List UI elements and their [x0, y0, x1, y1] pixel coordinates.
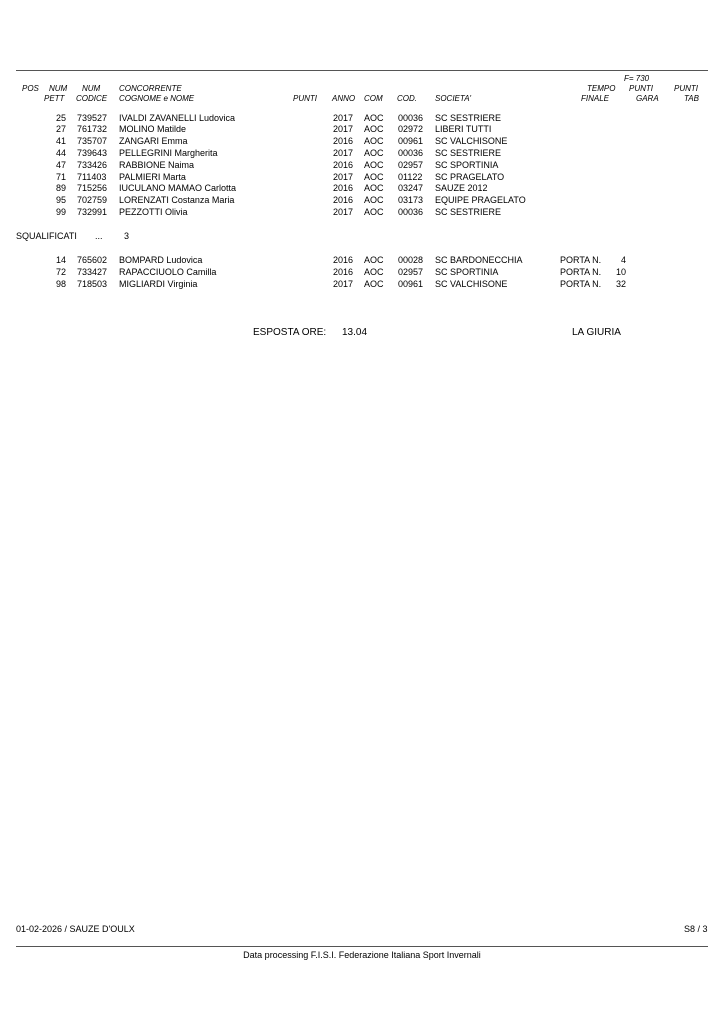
giuria-label: LA GIURIA [572, 327, 621, 338]
nome-cell: PELLEGRINI Margherita [119, 148, 218, 158]
anno-cell: 2017 [333, 148, 354, 158]
codice-cell: 718503 [77, 279, 108, 289]
nome-cell: LORENZATI Costanza Maria [119, 195, 235, 205]
codice-cell: 739643 [77, 148, 108, 158]
com-cell: AOC [364, 124, 384, 134]
col-punti-gara-top: PUNTI [629, 84, 653, 93]
cod-cell: 03173 [398, 195, 424, 205]
nome-cell: BOMPARD Ludovica [119, 255, 203, 265]
nome-cell: PALMIERI Marta [119, 172, 186, 182]
societa-cell: SC PRAGELATO [435, 172, 505, 182]
cod-cell: 00961 [398, 279, 424, 289]
com-cell: AOC [364, 183, 384, 193]
anno-cell: 2017 [333, 113, 354, 123]
societa-cell: SC VALCHISONE [435, 279, 508, 289]
col-num-pett: NUM [49, 84, 68, 93]
table-row [0, 194, 724, 206]
nome-cell: PEZZOTTI Olivia [119, 207, 188, 217]
pett-cell: 98 [55, 279, 66, 289]
societa-cell: SC SESTRIERE [435, 113, 502, 123]
table-row [0, 147, 724, 159]
table-row [0, 266, 724, 278]
cod-cell: 02957 [398, 160, 424, 170]
codice-cell: 732991 [77, 207, 108, 217]
com-cell: AOC [364, 136, 384, 146]
com-cell: AOC [364, 279, 384, 289]
squalificati-count: 3 [124, 231, 130, 241]
table-row [0, 182, 724, 194]
pett-cell: 99 [55, 207, 66, 217]
col-com: COM [364, 94, 383, 103]
cod-cell: 02957 [398, 267, 424, 277]
col-cognome-nome: COGNOME e NOME [119, 94, 195, 103]
esposta-label: ESPOSTA ORE: [253, 327, 327, 338]
societa-cell: SC SESTRIERE [435, 207, 502, 217]
pett-cell: 25 [55, 113, 66, 123]
anno-cell: 2016 [333, 267, 354, 277]
codice-cell: 702759 [77, 195, 108, 205]
cod-cell: 02972 [398, 124, 424, 134]
nome-cell: MIGLIARDI Virginia [119, 279, 198, 289]
table-row [0, 159, 724, 171]
societa-cell: LIBERI TUTTI [435, 124, 492, 134]
com-cell: AOC [364, 113, 384, 123]
footer-rule [16, 946, 708, 947]
cod-cell: 03247 [398, 183, 424, 193]
pett-cell: 44 [55, 148, 66, 158]
cod-cell: 00028 [398, 255, 424, 265]
anno-cell: 2017 [333, 279, 354, 289]
codice-cell: 765602 [77, 255, 108, 265]
footer-credit: Data processing F.I.S.I. Federazione Italiana Sport Invernali [243, 950, 481, 960]
codice-cell: 761732 [77, 124, 108, 134]
table-row [0, 254, 724, 266]
codice-cell: 739527 [77, 113, 108, 123]
col-finale: FINALE [581, 94, 610, 103]
nome-cell: MOLINO Matilde [119, 124, 187, 134]
col-tab: TAB [684, 94, 699, 103]
codice-cell: 711403 [77, 172, 107, 182]
societa-cell: SC SPORTINIA [435, 160, 499, 170]
com-cell: AOC [364, 255, 384, 265]
nome-cell: IVALDI ZAVANELLI Ludovica [119, 113, 236, 123]
anno-cell: 2016 [333, 255, 354, 265]
pett-cell: 14 [55, 255, 66, 265]
pett-cell: 89 [55, 183, 66, 193]
col-codice: CODICE [76, 94, 108, 103]
col-punti: PUNTI [293, 94, 317, 103]
com-cell: AOC [364, 172, 384, 182]
anno-cell: 2017 [333, 172, 354, 182]
nome-cell: RAPACCIUOLO Camilla [119, 267, 217, 277]
porta-label: PORTA N. [560, 267, 602, 277]
anno-cell: 2016 [333, 136, 354, 146]
anno-cell: 2016 [333, 160, 354, 170]
cod-cell: 00036 [398, 207, 424, 217]
porta-number: 32 [615, 279, 626, 289]
col-gara: GARA [636, 94, 659, 103]
cod-cell: 00036 [398, 113, 424, 123]
com-cell: AOC [364, 148, 384, 158]
col-concorrente: CONCORRENTE [119, 84, 182, 93]
table-row [0, 135, 724, 147]
societa-cell: EQUIPE PRAGELATO [435, 195, 526, 205]
footer-page-number: S8 / 3 [684, 924, 708, 934]
esposta-time: 13.04 [342, 327, 368, 338]
porta-label: PORTA N. [560, 279, 602, 289]
com-cell: AOC [364, 160, 384, 170]
col-tempo: TEMPO [587, 84, 616, 93]
porta-label: PORTA N. [560, 255, 602, 265]
anno-cell: 2016 [333, 183, 354, 193]
pett-cell: 47 [55, 160, 66, 170]
codice-cell: 733426 [77, 160, 108, 170]
col-punti-tab-top: PUNTI [674, 84, 698, 93]
porta-number: 10 [615, 267, 626, 277]
col-pos: POS [22, 84, 39, 93]
societa-cell: SC SESTRIERE [435, 148, 502, 158]
table-row [0, 278, 724, 290]
porta-number: 4 [620, 255, 626, 265]
pett-cell: 41 [55, 136, 66, 146]
societa-cell: SC SPORTINIA [435, 267, 499, 277]
anno-cell: 2016 [333, 195, 354, 205]
col-num-codice: NUM [82, 84, 101, 93]
societa-cell: SAUZE 2012 [435, 183, 488, 193]
cod-cell: 01122 [398, 172, 423, 182]
col-cod: COD. [397, 94, 417, 103]
cod-cell: 00036 [398, 148, 424, 158]
footer-date-location: 01-02-2026 / SAUZE D'OULX [16, 924, 135, 934]
codice-cell: 715256 [77, 183, 108, 193]
societa-cell: SC BARDONECCHIA [435, 255, 523, 265]
codice-cell: 735707 [77, 136, 108, 146]
com-cell: AOC [364, 267, 384, 277]
nome-cell: RABBIONE Naima [119, 160, 195, 170]
table-row [0, 123, 724, 135]
codice-cell: 733427 [77, 267, 108, 277]
com-cell: AOC [364, 195, 384, 205]
anno-cell: 2017 [333, 124, 354, 134]
nome-cell: ZANGARI Emma [119, 136, 188, 146]
pett-cell: 27 [55, 124, 66, 134]
pett-cell: 72 [55, 267, 66, 277]
pett-cell: 95 [55, 195, 66, 205]
societa-cell: SC VALCHISONE [435, 136, 508, 146]
cod-cell: 00961 [398, 136, 424, 146]
anno-cell: 2017 [333, 207, 354, 217]
col-anno: ANNO [332, 94, 356, 103]
col-pett: PETT [44, 94, 65, 103]
table-row [0, 206, 724, 218]
com-cell: AOC [364, 207, 384, 217]
nome-cell: IUCULANO MAMAO Carlotta [119, 183, 237, 193]
squalificati-dots: ... [95, 231, 103, 241]
pett-cell: 71 [55, 172, 66, 182]
header-top-rule [16, 70, 708, 71]
col-societa: SOCIETA' [435, 94, 472, 103]
f-value: F= 730 [624, 74, 650, 83]
squalificati-label: SQUALIFICATI [16, 231, 77, 241]
